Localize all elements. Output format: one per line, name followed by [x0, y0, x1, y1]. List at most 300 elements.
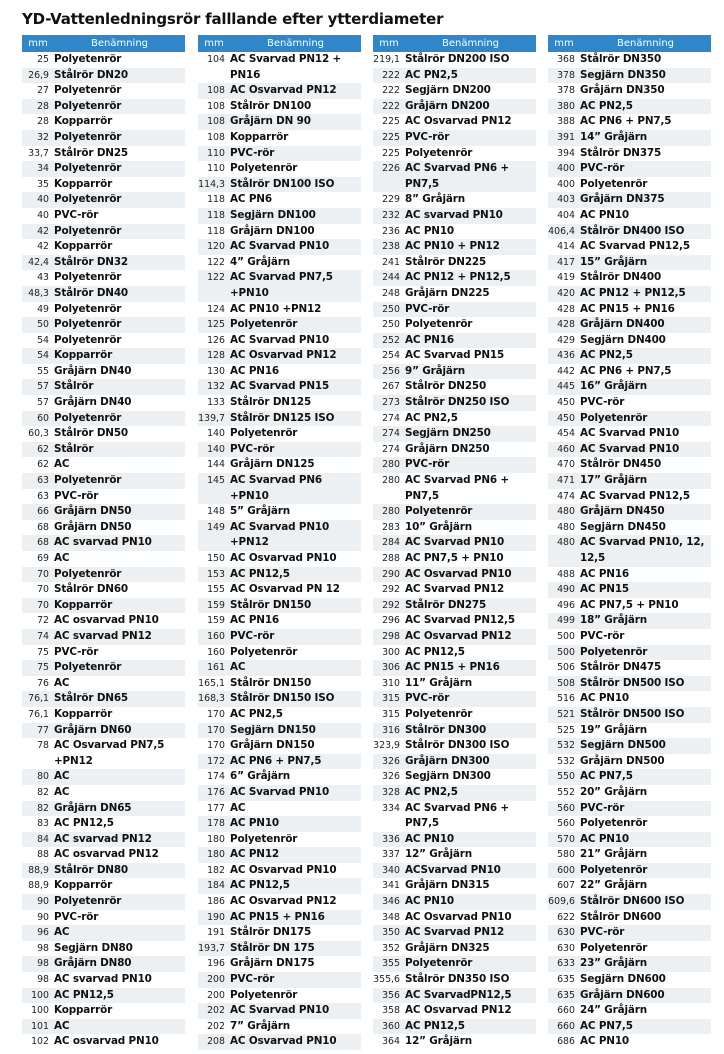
diameter-mm: 229	[382, 194, 400, 206]
pipe-name: Segjärn DN300	[405, 770, 491, 783]
pipe-name: AC osvarvad PN10	[54, 1035, 159, 1048]
table-row	[548, 910, 711, 926]
pipe-name: AC Svarvad PN10	[405, 536, 505, 549]
table-row	[22, 629, 185, 645]
diameter-mm: 296	[382, 615, 400, 627]
pipe-name: AC PN16	[580, 567, 630, 580]
diameter-mm: 80	[37, 771, 49, 783]
pipe-name: Polyetenrör	[54, 271, 122, 284]
table-row	[22, 582, 185, 598]
pipe-name: 20” Gråjärn	[580, 785, 648, 798]
diameter-mm: 82	[37, 786, 49, 798]
pipe-name: AC	[230, 801, 246, 814]
diameter-mm: 500	[557, 630, 575, 642]
pipe-name: Polyetenrör	[580, 645, 648, 658]
table-row	[548, 161, 711, 177]
pipe-name: Polyetenrör	[54, 895, 122, 908]
table-row	[198, 161, 361, 177]
table-row	[373, 333, 536, 349]
pipe-name: AC PN12,5	[230, 879, 290, 892]
pipe-name: Kopparrör	[54, 598, 113, 611]
diameter-mm: 42,4	[28, 256, 49, 268]
diameter-mm: 110	[207, 163, 225, 175]
diameter-mm: 75	[37, 662, 49, 674]
diameter-mm: 222	[382, 100, 400, 112]
table-row	[198, 411, 361, 427]
table-row	[373, 317, 536, 333]
diameter-mm: 532	[557, 755, 575, 767]
table-row	[373, 348, 536, 364]
diameter-mm: 100	[31, 1005, 49, 1017]
diameter-mm: 122	[207, 272, 225, 284]
table-row	[373, 68, 536, 84]
pipe-name: AC	[54, 458, 70, 471]
table-row	[22, 99, 185, 115]
table-row	[22, 1019, 185, 1035]
pipe-name: Stålrör DN175	[230, 926, 312, 939]
table-row	[198, 333, 361, 349]
pipe-name: Polyetenrör	[230, 162, 298, 175]
diameter-mm: 98	[37, 974, 49, 986]
pipe-name: Gråjärn DN325	[405, 941, 490, 954]
pipe-name: Stålrör DN150	[230, 676, 312, 689]
diameter-mm: 96	[37, 927, 49, 939]
table-row	[198, 582, 361, 598]
table-row	[373, 255, 536, 271]
diameter-mm: 172	[207, 755, 225, 767]
diameter-mm: 42	[37, 241, 49, 253]
pipe-name: AC	[54, 770, 70, 783]
diameter-mm: 78	[37, 740, 49, 752]
diameter-mm: 288	[382, 553, 400, 564]
pipe-name: AC Osvarvad PN10	[405, 567, 512, 580]
diameter-mm: 358	[382, 1005, 400, 1017]
diameter-mm: 292	[382, 599, 400, 611]
pipe-name: PVC-rör	[580, 629, 625, 642]
diameter-mm: 108	[207, 131, 225, 143]
table-row	[548, 769, 711, 785]
table-row	[373, 691, 536, 707]
table-column-2	[198, 35, 361, 1050]
pipe-name: AC PN10 + PN12	[405, 240, 500, 253]
pipe-name: Gråjärn DN175	[230, 957, 315, 970]
table-row	[22, 660, 185, 676]
table-row	[22, 379, 185, 395]
diameter-mm: 60	[37, 412, 49, 424]
diameter-mm: 310	[382, 677, 400, 689]
table-row	[22, 208, 185, 224]
table-row	[548, 832, 711, 848]
pipe-name: AC PN2,5	[405, 411, 458, 424]
table-row	[548, 894, 711, 910]
table-row	[548, 68, 711, 84]
pipe-name: 17” Gråjärn	[580, 474, 648, 487]
table-row	[22, 801, 185, 817]
table-row	[22, 832, 185, 848]
table-row	[198, 645, 361, 661]
pipe-name: Stålrör DN250	[405, 380, 487, 393]
pipe-name: 18” Gråjärn	[580, 614, 648, 627]
pipe-name: Gråjärn DN40	[54, 396, 132, 409]
diameter-mm: 400	[557, 163, 575, 175]
diameter-mm: 60,3	[28, 428, 49, 440]
diameter-mm: 57	[37, 397, 49, 409]
pipe-name: AC PN16	[405, 333, 455, 346]
pipe-name: Gråjärn DN300	[405, 754, 490, 767]
diameter-mm: 28	[37, 100, 49, 112]
diameter-mm: 70	[37, 584, 49, 596]
diameter-mm: 516	[557, 693, 575, 705]
pipe-name: Segjärn DN450	[580, 520, 666, 533]
table-row	[548, 395, 711, 411]
table-row	[548, 598, 711, 614]
table-row	[548, 411, 711, 427]
pipe-name: Gråjärn DN400	[580, 318, 665, 331]
table-row	[22, 738, 185, 769]
table-row	[198, 208, 361, 224]
diameter-mm: 686	[557, 1036, 575, 1048]
pipe-name: Polyetenrör	[405, 707, 473, 720]
diameter-mm: 496	[557, 599, 575, 611]
table-row	[198, 676, 361, 692]
pipe-name: Polyetenrör	[230, 832, 298, 845]
table-row	[22, 769, 185, 785]
pipe-name: Gråjärn DN350	[580, 84, 665, 97]
pipe-name: Polyetenrör	[580, 177, 648, 190]
table-row	[22, 863, 185, 879]
diameter-mm: 404	[557, 209, 575, 221]
pipe-name: AC PN10	[230, 817, 280, 830]
table-row	[548, 972, 711, 988]
table-row	[373, 379, 536, 395]
pipe-name: Polyetenrör	[54, 318, 122, 331]
diameter-mm: 306	[382, 662, 400, 674]
row-list	[22, 52, 185, 1050]
table-row	[22, 161, 185, 177]
diameter-mm: 133	[207, 397, 225, 409]
diameter-mm: 328	[382, 786, 400, 798]
diameter-mm: 125	[207, 319, 225, 331]
diameter-mm: 48,3	[28, 287, 49, 299]
diameter-mm: 55	[37, 365, 49, 377]
diameter-mm: 403	[557, 194, 575, 206]
pipe-name: Stålrör DN125	[230, 396, 312, 409]
diameter-mm: 88,9	[28, 880, 49, 892]
page-title: YD-Vattenledningsrör falllande efter ytterdiameter	[22, 10, 444, 28]
table-row	[548, 816, 711, 832]
pipe-name: Polyetenrör	[54, 130, 122, 143]
table-row	[373, 910, 536, 926]
diameter-mm: 126	[207, 334, 225, 346]
diameter-mm: 159	[207, 615, 225, 627]
table-row	[22, 941, 185, 957]
pipe-name: Stålrör DN350 ISO	[405, 973, 510, 986]
diameter-mm: 33,7	[28, 147, 49, 159]
pipe-name: Polyetenrör	[54, 567, 122, 580]
pipe-name: AC PN7,5 + PN10	[405, 552, 504, 564]
diameter-mm: 323,9	[373, 740, 400, 752]
diameter-mm: 336	[382, 833, 400, 845]
table-row	[22, 598, 185, 614]
table-row	[373, 302, 536, 318]
diameter-mm: 165,1	[198, 677, 225, 689]
pipe-name: Polyetenrör	[54, 99, 122, 112]
row-list	[548, 52, 711, 1050]
diameter-mm: 480	[557, 537, 575, 549]
diameter-mm: 76,1	[28, 693, 49, 705]
pipe-name: AC Osvarvad PN10	[405, 910, 512, 923]
pipe-name: Polyetenrör	[54, 53, 122, 65]
table-row	[198, 567, 361, 583]
diameter-mm: 98	[37, 958, 49, 970]
pipe-name: AC PN15 + PN16	[405, 661, 500, 674]
table-row	[373, 442, 536, 458]
diameter-mm: 120	[207, 241, 225, 253]
table-row	[22, 348, 185, 364]
pipe-name: AC Svarvad PN6 + PN7,5	[405, 474, 509, 502]
diameter-mm: 334	[382, 802, 400, 814]
table-row	[548, 270, 711, 286]
pipe-name: AC PN10	[580, 832, 630, 845]
diameter-mm: 42	[37, 225, 49, 237]
diameter-mm: 445	[557, 381, 575, 393]
table-row	[22, 988, 185, 1004]
table-row	[373, 286, 536, 302]
diameter-mm: 609,6	[548, 896, 575, 908]
diameter-mm: 83	[37, 818, 49, 830]
pipe-name: Segjärn DN600	[580, 973, 666, 986]
diameter-mm: 252	[382, 334, 400, 346]
pipe-name: Polyetenrör	[54, 411, 122, 424]
pipe-name: PVC-rör	[580, 801, 625, 814]
table-row	[22, 489, 185, 505]
pipe-name: AC PN2,5	[405, 68, 458, 81]
diameter-mm: 100	[31, 989, 49, 1001]
table-row	[22, 878, 185, 894]
table-row	[198, 629, 361, 645]
pipe-name: AC svarvad PN10	[405, 208, 503, 221]
diameter-mm: 184	[207, 880, 225, 892]
table-row	[548, 457, 711, 473]
pipe-name: Polyetenrör	[230, 988, 298, 1001]
table-row	[22, 68, 185, 84]
diameter-mm: 222	[382, 69, 400, 81]
diameter-mm: 200	[207, 974, 225, 986]
diameter-mm: 292	[382, 584, 400, 596]
table-row	[548, 255, 711, 271]
pipe-name: PVC-rör	[580, 926, 625, 939]
pipe-name: AC Svarvad PN10	[230, 333, 330, 346]
table-row	[22, 567, 185, 583]
table-row	[373, 738, 536, 754]
pipe-name: AC PN6 + PN7,5	[580, 364, 672, 377]
diameter-mm: 420	[557, 287, 575, 299]
pipe-name: Gråjärn DN100	[230, 224, 315, 237]
diameter-mm: 144	[207, 459, 225, 471]
column-header	[22, 35, 185, 52]
diameter-mm: 50	[37, 319, 49, 331]
diameter-mm: 159	[207, 599, 225, 611]
pipe-name: PVC-rör	[54, 208, 99, 221]
table-row	[22, 723, 185, 739]
table-row	[373, 1019, 536, 1035]
table-row	[548, 567, 711, 583]
diameter-mm: 506	[557, 662, 575, 674]
pipe-name: PVC-rör	[230, 146, 275, 159]
pipe-name: Stålrör DN60	[54, 583, 129, 596]
table-row	[198, 894, 361, 910]
diameter-mm: 90	[37, 896, 49, 908]
pipe-name: Segjärn DN80	[54, 941, 133, 954]
diameter-mm: 139,7	[198, 412, 225, 424]
table-row	[548, 676, 711, 692]
pipe-name: Stålrör DN32	[54, 255, 129, 268]
pipe-name: Stålrör DN150	[230, 598, 312, 611]
table-row	[548, 660, 711, 676]
diameter-mm: 380	[557, 100, 575, 112]
pipe-name: Stålrör DN125 ISO	[230, 411, 335, 424]
pipe-name: PVC-rör	[54, 489, 99, 502]
table-row	[548, 52, 711, 68]
table-row	[198, 598, 361, 614]
table-row	[22, 395, 185, 411]
table-row	[22, 52, 185, 68]
diameter-mm: 394	[557, 147, 575, 159]
diameter-mm: 40	[37, 194, 49, 206]
diameter-mm: 560	[557, 802, 575, 814]
diameter-mm: 202	[207, 1005, 225, 1017]
pipe-name: AC osvarvad PN12	[54, 848, 159, 861]
table-row	[548, 489, 711, 505]
pipe-name: Gråjärn DN40	[54, 364, 132, 377]
diameter-mm: 161	[207, 662, 225, 674]
pipe-name: AC Svarvad PN12,5	[580, 240, 690, 253]
pipe-name: PVC-rör	[405, 458, 450, 471]
diameter-mm: 378	[557, 85, 575, 97]
table-row	[22, 146, 185, 162]
diameter-mm: 450	[557, 412, 575, 424]
table-row	[198, 1034, 361, 1050]
diameter-mm: 660	[557, 1005, 575, 1017]
header-name: Benämning	[441, 38, 500, 49]
pipe-name: 6” Gråjärn	[230, 770, 290, 783]
diameter-mm: 315	[382, 693, 400, 705]
pipe-name: Polyetenrör	[230, 318, 298, 331]
pipe-name: Stålrör DN100	[230, 99, 312, 112]
table-row	[22, 442, 185, 458]
table-row	[22, 457, 185, 473]
diameter-mm: 49	[37, 303, 49, 315]
pipe-name: Stålrör DN500 ISO	[580, 676, 685, 689]
pipe-name: AC Svarvad PN15	[405, 349, 505, 362]
table-row	[198, 723, 361, 739]
diameter-mm: 274	[382, 443, 400, 455]
pipe-name: AC Svarvad PN10	[580, 427, 680, 440]
table-row	[22, 785, 185, 801]
table-row	[198, 442, 361, 458]
table-row	[22, 691, 185, 707]
column-header	[198, 35, 361, 52]
pipe-name: Stålrör DN40	[54, 286, 129, 299]
pipe-name: PVC-rör	[405, 302, 450, 315]
table-row	[198, 785, 361, 801]
pipe-name: Gråjärn DN250	[405, 442, 490, 455]
pipe-name: AC osvarvad PN10	[54, 614, 159, 627]
diameter-mm: 98	[37, 942, 49, 954]
pipe-name: Polyetenrör	[405, 505, 473, 518]
table-row	[198, 83, 361, 99]
pipe-name: Kopparrör	[54, 879, 113, 892]
table-row	[198, 317, 361, 333]
table-row	[22, 613, 185, 629]
diameter-mm: 110	[207, 147, 225, 159]
diameter-mm: 132	[207, 381, 225, 393]
diameter-mm: 225	[382, 116, 400, 128]
diameter-mm: 346	[382, 896, 400, 908]
table-row	[373, 878, 536, 894]
table-row	[22, 255, 185, 271]
table-column-3	[373, 35, 536, 1050]
table-row	[198, 925, 361, 941]
diameter-mm: 280	[382, 459, 400, 471]
diameter-mm: 635	[557, 989, 575, 1001]
diameter-mm: 280	[382, 475, 400, 487]
pipe-name: AC Osvarvad PN12	[405, 1004, 512, 1017]
diameter-mm: 232	[382, 209, 400, 221]
diameter-mm: 108	[207, 116, 225, 128]
pipe-name: Polyetenrör	[580, 863, 648, 876]
diameter-mm: 600	[557, 864, 575, 876]
pipe-name: AC Svarvad PN6 +PN10	[230, 474, 322, 502]
diameter-mm: 128	[207, 350, 225, 362]
diameter-mm: 114,3	[198, 178, 225, 190]
diameter-mm: 196	[207, 958, 225, 970]
diameter-mm: 406,4	[548, 225, 575, 237]
diameter-mm: 391	[557, 131, 575, 143]
pipe-name: Gråjärn DN50	[54, 520, 132, 533]
table-row	[373, 660, 536, 676]
diameter-mm: 155	[207, 584, 225, 596]
table-row	[373, 146, 536, 162]
pipe-name: AC PN10	[405, 224, 455, 237]
pipe-name: PVC-rör	[580, 162, 625, 175]
diameter-mm: 428	[557, 319, 575, 331]
pipe-name: PVC-rör	[54, 910, 99, 923]
pipe-name: Segjärn DN500	[580, 739, 666, 752]
table-row	[373, 894, 536, 910]
header-mm: mm	[28, 38, 48, 49]
pipe-name: Gråjärn DN60	[54, 723, 132, 736]
table-row	[373, 535, 536, 551]
diameter-mm: 400	[557, 178, 575, 190]
pipe-name: AC Svarvad PN6 + PN7,5	[405, 162, 509, 190]
table-row	[373, 925, 536, 941]
pipe-name: Gråjärn DN125	[230, 458, 315, 471]
table-row	[198, 816, 361, 832]
table-row	[198, 426, 361, 442]
pipe-name: AC Osvarvad PN10	[230, 863, 337, 876]
diameter-mm: 88	[37, 849, 49, 861]
diameter-mm: 102	[31, 1036, 49, 1048]
pipe-name: AC PN10 +PN12	[230, 302, 322, 315]
diameter-mm: 429	[557, 334, 575, 346]
diameter-mm: 40	[37, 209, 49, 221]
table-row	[373, 629, 536, 645]
table-row	[198, 738, 361, 754]
diameter-mm: 77	[37, 724, 49, 736]
table-row	[373, 473, 536, 504]
pipe-name: AC Osvarvad PN12	[405, 629, 512, 642]
